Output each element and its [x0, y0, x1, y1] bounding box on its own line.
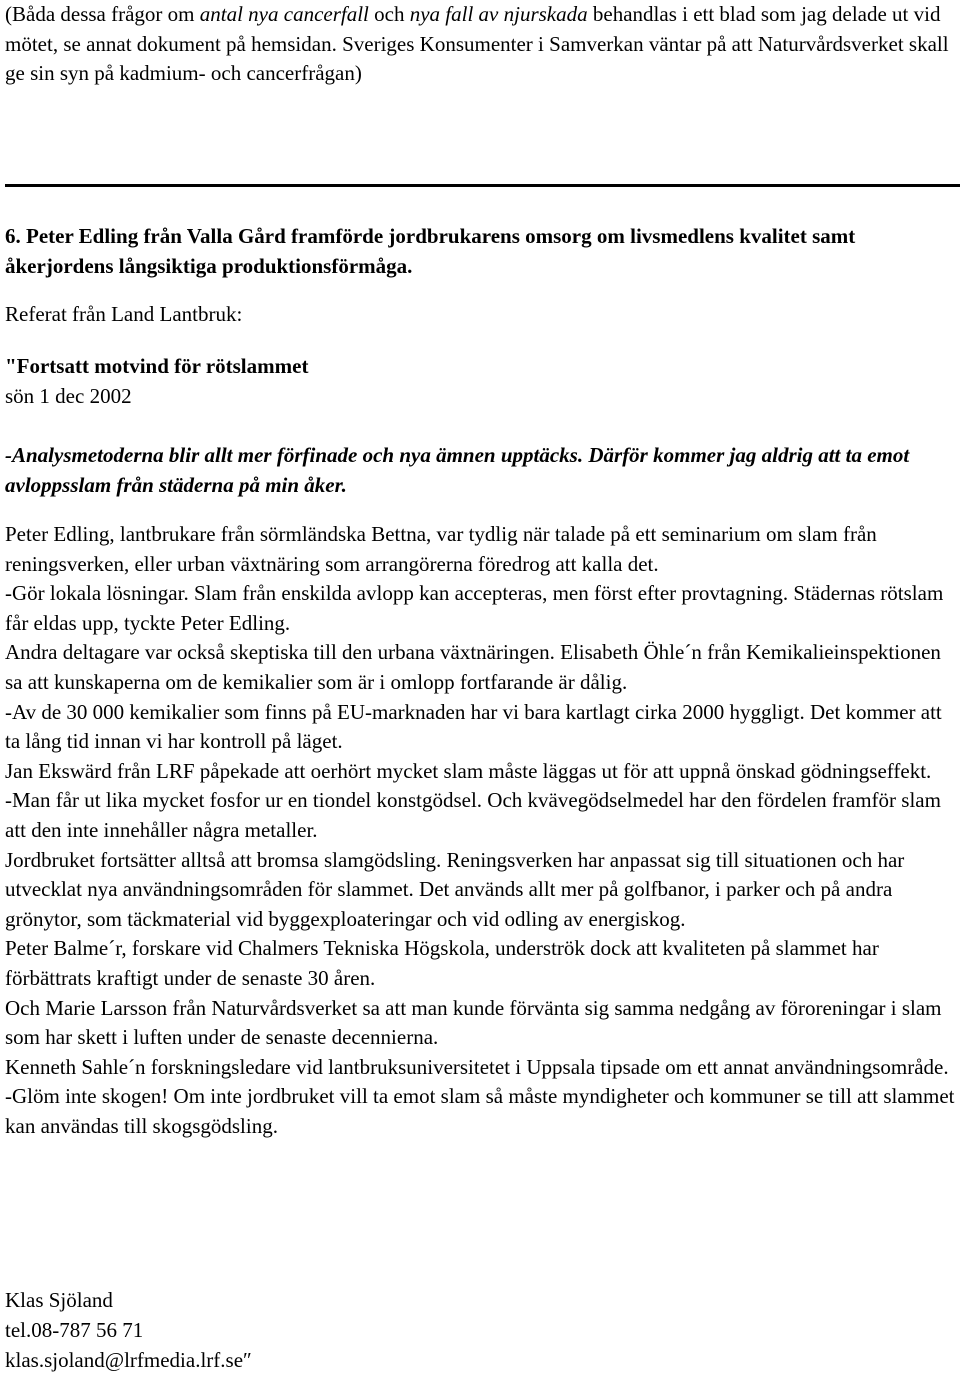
article-paragraph: Peter Edling, lantbrukare från sörmländska Bettna, var tydlig när talade på ett seminarium om slam från reningsverken, eller urban växtnäring som arrangörerna föredrog att kalla det.	[5, 522, 877, 576]
article-paragraph: -Glöm inte skogen! Om inte jordbruket vill ta emot slam så måste myndigheter och kommuner se till att slammet kan användas till skogsgödsling.	[5, 1084, 955, 1138]
signature-name: Klas Sjöland	[5, 1288, 113, 1312]
article-paragraph: Jan Ekswärd från LRF påpekade att oerhört mycket slam måste läggas ut för att uppnå önskad gödningseffekt.	[5, 758, 932, 783]
article-paragraph: Kenneth Sahle´n forskningsledare vid lantbruksuniversitetet i Uppsala tipsade om ett annat användningsområde.	[5, 1054, 949, 1079]
intro-emphasis-kidney: nya fall av njurskada	[409, 2, 588, 26]
signature-block	[5, 1285, 957, 1375]
article-date: sön 1 dec 2002	[5, 384, 132, 408]
article-paragraph: Och Marie Larsson från Naturvårdsverket sa att man kunde förvänta sig samma nedgång av föroreningar i slam som har skett i luften under de senaste decennierna.	[5, 995, 942, 1050]
document-page	[5, 0, 957, 89]
article-paragraph: Andra deltagare var också skeptiska till den urbana växtnäringen. Elisabeth Öhle´n från Kemikalieinspektionen sa att kunskaperna om de kemikalier som är i omlopp fortfarande är dålig.	[5, 640, 941, 694]
article-paragraph: -Man får ut lika mycket fosfor ur en tiondel konstgödsel. Och kvävegödselmedel har den fördelen framför slam att den inte innehåller några metaller.	[5, 788, 941, 842]
article-paragraph: -Av de 30 000 kemikalier som finns på EU-marknaden har vi bara kartlagt cirka 2000 hyggligt. Det kommer att ta lång tid innan vi har kontroll på läget.	[5, 699, 942, 754]
horizontal-rule	[5, 184, 960, 187]
intro-emphasis-cancer: antal nya cancerfall	[199, 2, 369, 26]
article-lead: -Analysmetoderna blir allt mer förfinade och nya ämnen upptäcks. Därför kommer jag aldrig att ta emot avloppsslam från städerna på min åker.	[5, 443, 910, 497]
intro-paragraph	[5, 0, 957, 89]
article-body	[5, 520, 957, 1141]
intro-rest: behandlas i ett blad som jag delade ut vid mötet, se annat dokument på hemsidan. Sveriges Konsumenter i Samverkan väntar på att Naturvårdsverket skall ge sin syn på kadmium- och cancerfrågan)	[5, 2, 949, 85]
reference-label: Referat från Land Lantbruk:	[5, 302, 243, 326]
article-paragraph: Jordbruket fortsätter alltså att bromsa slamgödsling. Reningsverken har anpassat sig till situationen och har utvecklat nya användningsområden för slammet. Det används allt mer på golfbanor, i parker och på andra grönytor, som täckmaterial vid byggexploateringar och vid odling av energiskog.	[5, 847, 905, 931]
signature-email: klas.sjoland@lrfmedia.lrf.se″	[5, 1348, 252, 1372]
signature-phone: tel.08-787 56 71	[5, 1318, 144, 1342]
article-title: "Fortsatt motvind för rötslammet	[5, 354, 309, 378]
article-paragraph: -Gör lokala lösningar. Slam från enskilda avlopp kan accepteras, men först efter provtagning. Städernas rötslam får eldas upp, tyckte Peter Edling.	[5, 581, 944, 635]
section-heading: 6. Peter Edling från Valla Gård framförde jordbrukarens omsorg om livsmedlens kvalitet samt åkerjordens långsiktiga produktionsförmåga.	[5, 224, 856, 278]
intro-prefix: (Båda dessa frågor om	[5, 2, 200, 26]
article-paragraph: Peter Balme´r, forskare vid Chalmers Tekniska Högskola, underströk dock att kvaliteten på slammet har förbättrats kraftigt under de senaste 30 åren.	[5, 936, 879, 990]
intro-conjunction: och	[368, 2, 410, 26]
